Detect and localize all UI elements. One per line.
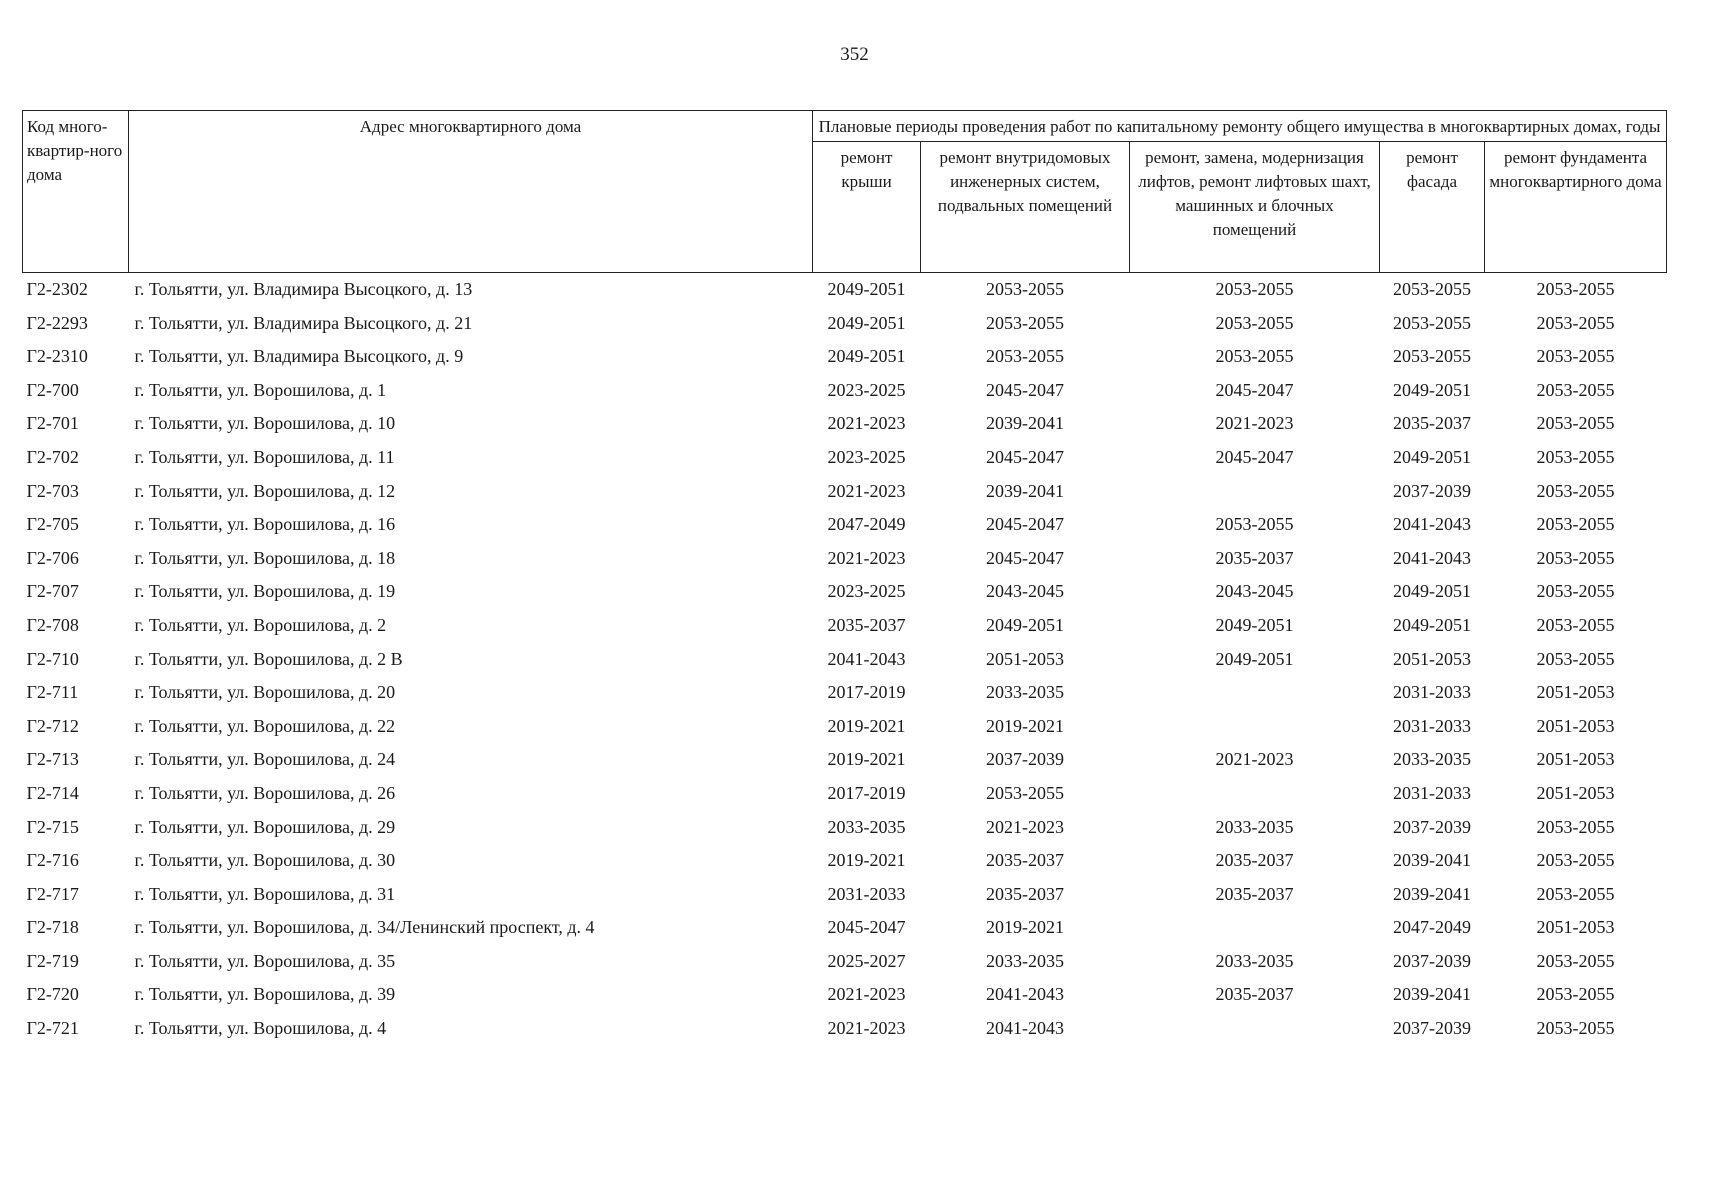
cell-address: г. Тольятти, ул. Ворошилова, д. 20: [134, 682, 396, 703]
cell-facade: 2051-2053: [1393, 648, 1471, 669]
cell-address: г. Тольятти, ул. Ворошилова, д. 1: [134, 379, 387, 400]
cell-address: г. Тольятти, ул. Ворошилова, д. 26: [134, 782, 396, 803]
cell-facade: 2049-2051: [1393, 446, 1471, 467]
cell-roof: 2049-2051: [827, 312, 906, 333]
cell-address: г. Тольятти, ул. Ворошилова, д. 10: [134, 413, 396, 434]
cell-foundation: 2053-2055: [1536, 1018, 1615, 1039]
cell-foundation: 2053-2055: [1536, 514, 1615, 535]
cell-code: Г2-2293: [26, 312, 88, 333]
cell-facade: 2037-2039: [1393, 816, 1471, 837]
cell-address: г. Тольятти, ул. Ворошилова, д. 39: [134, 984, 396, 1005]
cell-facade: 2053-2055: [1393, 312, 1471, 333]
cell-lifts: [1130, 1012, 1380, 1046]
cell-address: г. Тольятти, ул. Ворошилова, д. 18: [134, 547, 396, 568]
cell-systems: 2037-2039: [986, 749, 1064, 770]
table-row: [23, 1012, 1667, 1046]
cell-code: Г2-701: [26, 413, 79, 434]
table-body: [23, 273, 1667, 1046]
cell-foundation: 2053-2055: [1536, 279, 1615, 299]
cell-lifts: [1130, 676, 1380, 710]
cell-facade: 2053-2055: [1393, 279, 1471, 299]
cell-lifts: 2021-2023: [1215, 749, 1294, 770]
cell-address: г. Тольятти, ул. Владимира Высоцкого, д. 9: [134, 346, 464, 367]
cell-roof: 2035-2037: [827, 614, 906, 635]
table-row: [23, 542, 1667, 576]
cell-code: Г2-708: [26, 614, 79, 635]
cell-code: Г2-713: [26, 749, 79, 770]
cell-roof: 2049-2051: [827, 279, 906, 299]
table-row: [23, 710, 1667, 744]
table-row: [23, 374, 1667, 408]
cell-code: Г2-707: [26, 581, 79, 602]
cell-roof: 2021-2023: [827, 984, 906, 1005]
cell-systems: 2035-2037: [986, 883, 1064, 904]
cell-address: г. Тольятти, ул. Ворошилова, д. 22: [134, 715, 396, 736]
cell-systems: 2033-2035: [986, 682, 1064, 703]
cell-code: Г2-714: [26, 782, 79, 803]
cell-systems: 2053-2055: [986, 346, 1064, 367]
table-header: [23, 111, 1667, 273]
cell-code: Г2-721: [26, 1018, 79, 1039]
cell-facade: 2037-2039: [1393, 1018, 1471, 1039]
cell-roof: 2023-2025: [827, 581, 906, 602]
header-code: Код много-квартир-ного дома: [23, 111, 129, 273]
cell-address: г. Тольятти, ул. Ворошилова, д. 12: [134, 480, 396, 501]
table-row: [23, 878, 1667, 912]
cell-facade: 2033-2035: [1393, 749, 1471, 770]
table-row: [23, 945, 1667, 979]
page-number: 352: [840, 44, 869, 65]
cell-address: г. Тольятти, ул. Ворошилова, д. 2 В: [134, 648, 403, 669]
cell-address: г. Тольятти, ул. Ворошилова, д. 2: [134, 614, 387, 635]
table-row: [23, 307, 1667, 341]
cell-roof: 2049-2051: [827, 346, 906, 367]
cell-code: Г2-705: [26, 514, 79, 535]
cell-systems: 2033-2035: [986, 950, 1064, 971]
repair-schedule-table: [22, 110, 1667, 1046]
cell-foundation: 2053-2055: [1536, 547, 1615, 568]
cell-systems: 2045-2047: [986, 446, 1064, 467]
cell-foundation: 2051-2053: [1536, 782, 1615, 803]
cell-systems: 2041-2043: [986, 1018, 1064, 1039]
cell-systems: 2043-2045: [986, 581, 1064, 602]
cell-code: Г2-700: [26, 379, 79, 400]
cell-roof: 2047-2049: [827, 514, 906, 535]
cell-facade: 2039-2041: [1393, 850, 1471, 871]
cell-foundation: 2053-2055: [1536, 950, 1615, 971]
table-row: [23, 441, 1667, 475]
header-roof: ремонт крыши: [813, 142, 921, 273]
cell-code: Г2-718: [26, 917, 79, 938]
cell-facade: 2031-2033: [1393, 682, 1471, 703]
cell-systems: 2035-2037: [986, 850, 1064, 871]
cell-lifts: 2053-2055: [1215, 279, 1294, 299]
cell-foundation: 2053-2055: [1536, 816, 1615, 837]
table-row: [23, 475, 1667, 509]
cell-address: г. Тольятти, ул. Ворошилова, д. 29: [134, 816, 396, 837]
cell-roof: 2023-2025: [827, 446, 906, 467]
cell-lifts: 2045-2047: [1215, 446, 1294, 467]
table-row: [23, 273, 1667, 307]
cell-lifts: 2049-2051: [1215, 614, 1294, 635]
cell-address: г. Тольятти, ул. Владимира Высоцкого, д. 13: [134, 279, 473, 299]
cell-systems: 2045-2047: [986, 547, 1064, 568]
cell-systems: 2045-2047: [986, 379, 1064, 400]
table-row: [23, 911, 1667, 945]
cell-systems: 2049-2051: [986, 614, 1064, 635]
cell-foundation: 2053-2055: [1536, 379, 1615, 400]
cell-facade: 2037-2039: [1393, 950, 1471, 971]
cell-roof: 2021-2023: [827, 1018, 906, 1039]
cell-foundation: 2053-2055: [1536, 346, 1615, 367]
table-row: [23, 676, 1667, 710]
cell-roof: 2019-2021: [827, 749, 906, 770]
cell-foundation: 2053-2055: [1536, 581, 1615, 602]
cell-facade: 2049-2051: [1393, 379, 1471, 400]
table-row: [23, 844, 1667, 878]
cell-systems: 2019-2021: [986, 917, 1064, 938]
cell-lifts: 2021-2023: [1215, 413, 1294, 434]
cell-code: Г2-2310: [26, 346, 88, 367]
cell-foundation: 2053-2055: [1536, 648, 1615, 669]
table-row: [23, 508, 1667, 542]
table-row: [23, 340, 1667, 374]
cell-roof: 2031-2033: [827, 883, 906, 904]
header-address: Адрес многоквартирного дома: [129, 111, 813, 273]
cell-facade: 2039-2041: [1393, 984, 1471, 1005]
cell-facade: 2031-2033: [1393, 715, 1471, 736]
cell-address: г. Тольятти, ул. Ворошилова, д. 34/Ленинский проспект, д. 4: [134, 917, 595, 938]
cell-lifts: 2035-2037: [1215, 883, 1294, 904]
header-foundation: ремонт фундамента многоквартирного дома: [1485, 142, 1667, 273]
cell-address: г. Тольятти, ул. Ворошилова, д. 19: [134, 581, 396, 602]
cell-foundation: 2053-2055: [1536, 883, 1615, 904]
header-periods-group: Плановые периоды проведения работ по капитальному ремонту общего имущества в многоквартирных домах, годы: [813, 111, 1667, 142]
header-systems: ремонт внутридомовых инженерных систем, подвальных помещений: [921, 142, 1130, 273]
cell-systems: 2041-2043: [986, 984, 1064, 1005]
cell-facade: 2049-2051: [1393, 614, 1471, 635]
header-facade: ремонт фасада: [1380, 142, 1485, 273]
cell-lifts: 2033-2035: [1215, 950, 1294, 971]
cell-systems: 2053-2055: [986, 279, 1064, 299]
cell-foundation: 2053-2055: [1536, 614, 1615, 635]
table-row: [23, 743, 1667, 777]
cell-roof: 2045-2047: [827, 917, 906, 938]
cell-lifts: [1130, 777, 1380, 811]
cell-code: Г2-710: [26, 648, 79, 669]
cell-foundation: 2053-2055: [1536, 984, 1615, 1005]
cell-address: г. Тольятти, ул. Ворошилова, д. 35: [134, 950, 396, 971]
table-row: [23, 643, 1667, 677]
cell-facade: 2053-2055: [1393, 346, 1471, 367]
cell-lifts: [1130, 911, 1380, 945]
cell-roof: 2019-2021: [827, 850, 906, 871]
cell-lifts: 2035-2037: [1215, 547, 1294, 568]
cell-lifts: 2033-2035: [1215, 816, 1294, 837]
cell-code: Г2-717: [26, 883, 79, 904]
cell-systems: 2039-2041: [986, 413, 1064, 434]
cell-lifts: 2045-2047: [1215, 379, 1294, 400]
cell-address: г. Тольятти, ул. Владимира Высоцкого, д. 21: [134, 312, 473, 333]
cell-facade: 2031-2033: [1393, 782, 1471, 803]
cell-foundation: 2053-2055: [1536, 312, 1615, 333]
cell-lifts: 2043-2045: [1215, 581, 1294, 602]
cell-roof: 2023-2025: [827, 379, 906, 400]
cell-address: г. Тольятти, ул. Ворошилова, д. 31: [134, 883, 396, 904]
cell-roof: 2025-2027: [827, 950, 906, 971]
cell-lifts: 2053-2055: [1215, 312, 1294, 333]
cell-systems: 2053-2055: [986, 782, 1064, 803]
cell-roof: 2021-2023: [827, 413, 906, 434]
cell-systems: 2045-2047: [986, 514, 1064, 535]
cell-lifts: [1130, 710, 1380, 744]
cell-systems: 2039-2041: [986, 480, 1064, 501]
cell-code: Г2-702: [26, 446, 79, 467]
table-row: [23, 575, 1667, 609]
cell-facade: 2039-2041: [1393, 883, 1471, 904]
cell-address: г. Тольятти, ул. Ворошилова, д. 24: [134, 749, 396, 770]
table-row: [23, 777, 1667, 811]
cell-facade: 2041-2043: [1393, 547, 1471, 568]
cell-code: Г2-703: [26, 480, 79, 501]
cell-lifts: 2035-2037: [1215, 850, 1294, 871]
cell-roof: 2017-2019: [827, 782, 906, 803]
cell-roof: 2017-2019: [827, 682, 906, 703]
cell-address: г. Тольятти, ул. Ворошилова, д. 4: [134, 1018, 387, 1039]
cell-lifts: 2035-2037: [1215, 984, 1294, 1005]
cell-foundation: 2051-2053: [1536, 715, 1615, 736]
table-row: [23, 811, 1667, 845]
cell-code: Г2-719: [26, 950, 79, 971]
cell-systems: 2019-2021: [986, 715, 1064, 736]
cell-lifts: 2049-2051: [1215, 648, 1294, 669]
table-row: [23, 978, 1667, 1012]
cell-roof: 2019-2021: [827, 715, 906, 736]
cell-roof: 2021-2023: [827, 547, 906, 568]
table-row: [23, 407, 1667, 441]
cell-facade: 2047-2049: [1393, 917, 1471, 938]
cell-systems: 2021-2023: [986, 816, 1064, 837]
cell-systems: 2051-2053: [986, 648, 1064, 669]
cell-facade: 2037-2039: [1393, 480, 1471, 501]
cell-code: Г2-715: [26, 816, 79, 837]
cell-foundation: 2053-2055: [1536, 480, 1615, 501]
cell-facade: 2041-2043: [1393, 514, 1471, 535]
cell-facade: 2049-2051: [1393, 581, 1471, 602]
cell-lifts: 2053-2055: [1215, 346, 1294, 367]
cell-code: Г2-720: [26, 984, 79, 1005]
cell-foundation: 2053-2055: [1536, 446, 1615, 467]
table-row: [23, 609, 1667, 643]
cell-facade: 2035-2037: [1393, 413, 1471, 434]
cell-address: г. Тольятти, ул. Ворошилова, д. 16: [134, 514, 396, 535]
cell-foundation: 2053-2055: [1536, 413, 1615, 434]
cell-lifts: [1130, 475, 1380, 509]
cell-code: Г2-712: [26, 715, 79, 736]
cell-foundation: 2051-2053: [1536, 917, 1615, 938]
cell-lifts: 2053-2055: [1215, 514, 1294, 535]
header-lifts: ремонт, замена, модернизация лифтов, ремонт лифтовых шахт, машинных и блочных помещений: [1130, 142, 1380, 273]
cell-foundation: 2051-2053: [1536, 682, 1615, 703]
cell-address: г. Тольятти, ул. Ворошилова, д. 30: [134, 850, 396, 871]
cell-roof: 2041-2043: [827, 648, 906, 669]
cell-systems: 2053-2055: [986, 312, 1064, 333]
cell-code: Г2-711: [26, 682, 79, 703]
cell-code: Г2-2302: [26, 279, 88, 299]
cell-code: Г2-706: [26, 547, 79, 568]
cell-address: г. Тольятти, ул. Ворошилова, д. 11: [134, 446, 395, 467]
cell-roof: 2021-2023: [827, 480, 906, 501]
cell-code: Г2-716: [26, 850, 79, 871]
cell-roof: 2033-2035: [827, 816, 906, 837]
cell-foundation: 2053-2055: [1536, 850, 1615, 871]
cell-foundation: 2051-2053: [1536, 749, 1615, 770]
